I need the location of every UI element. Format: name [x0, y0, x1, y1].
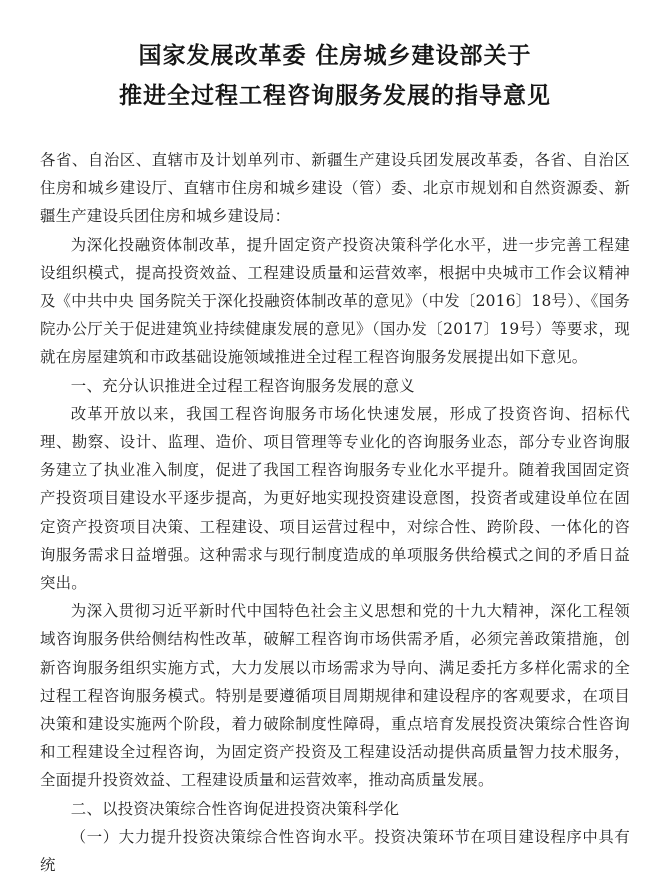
title-line-2: 推进全过程工程咨询服务发展的指导意见 — [119, 83, 551, 109]
section-1-paragraph-2: 为深入贯彻习近平新时代中国特色社会主义思想和党的十九大精神，深化工程领域咨询服务供给侧结构性改革，破解工程咨询市场供需矛盾，必须完善政策措施，创新咨询服务组织实施方式，大力发展以市场需求为导向、满足委托方多样化需求的全过程工程咨询服务模式。特别是要遵循项目周期规律和建设程序的客观要求，在项目决策和建设实施两个阶段，着力破除制度性障碍，重点培育发展投资决策综合性咨询和工程建设全过程咨询，为固定资产投资及工程建设活动提供高质量智力技术服务，全面提升投资效益、工程建设质量和运营效率，推动高质量发展。 — [40, 602, 630, 790]
section-2-heading: 二、以投资决策综合性咨询促进投资决策科学化 — [70, 799, 400, 818]
section-1-heading: 一、充分认识推进全过程工程咨询服务发展的意义 — [70, 376, 415, 395]
intro-paragraph: 为深化投融资体制改革，提升固定资产投资决策科学化水平，进一步完善工程建设组织模式，提高投资效益、工程建设质量和运营效率，根据中央城市工作会议精神及《中共中央 国务院关于深化投融资体制改革的意见》（中发〔2016〕18号）、《国务院办公厅关于促进建筑业持续健康发展的意见》（国办发〔2017〕19号）等要求，现就在房屋建筑和市政基础设施领域推进全过程工程咨询服务发展提出如下意见。 — [40, 235, 630, 367]
section-2-subsection-1: （一）大力提升投资决策综合性咨询水平。投资决策环节在项目建设程序中具有统 — [40, 827, 630, 875]
document-title — [40, 36, 630, 116]
section-1-paragraph-1: 改革开放以来，我国工程咨询服务市场化快速发展，形成了投资咨询、招标代理、勘察、设计、监理、造价、项目管理等专业化的咨询服务业态，部分专业咨询服务建立了执业准入制度，促进了我国工程咨询服务专业化水平提升。随着我国固定资产投资项目建设水平逐步提高，为更好地实现投资建设意图，投资者或建设单位在固定资产投资项目决策、工程建设、项目运营过程中，对综合性、跨阶段、一体化的咨询服务需求日益增强。这种需求与现行制度造成的单项服务供给模式之间的矛盾日益突出。 — [40, 404, 630, 593]
addressee-paragraph: 各省、自治区、直辖市及计划单列市、新疆生产建设兵团发展改革委，各省、自治区住房和城乡建设厅、直辖市住房和城乡建设（管）委、北京市规划和自然资源委、新疆生产建设兵团住房和城乡建设局： — [40, 151, 630, 226]
title-line-1: 国家发展改革委 住房城乡建设部关于 — [138, 43, 532, 69]
